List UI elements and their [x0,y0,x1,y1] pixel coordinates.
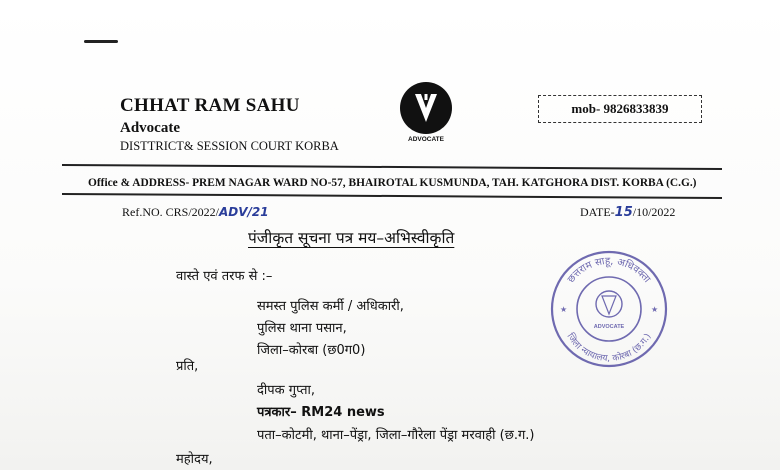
advocate-emblem-icon [400,82,452,134]
salutation: महोदय, [176,452,213,467]
date-rest: /10/2022 [632,205,676,219]
logo-caption: ADVOCATE [408,136,444,143]
letter-heading: पंजीकृत सूचना पत्र मय–अभिस्वीकृति [248,229,455,247]
advocate-logo [398,82,454,144]
from-label: वास्ते एवं तरफ से :– [176,269,273,284]
mobile-number: mob- 9826833839 [538,95,702,123]
from-line-2: पुलिस थाना पसान, [257,321,347,336]
letter-date [580,205,675,220]
office-address: Office & ADDRESS- PREM NAGAR WARD NO-57, BHAIROTAL KUSMUNDA, TAH. KATGHORA DIST. KORBA (C.G.) [88,177,697,189]
reference-prefix: Ref.NO. CRS/2022/ [122,205,220,219]
date-prefix: DATE- [580,205,615,219]
recipient-name: दीपक गुप्ता, [257,383,316,398]
from-line-3: जिला–कोरबा (छ0ग0) [257,343,366,358]
advocate-seal [548,248,670,370]
header-divider-bottom [62,193,722,199]
svg-text:ADVOCATE: ADVOCATE [593,324,625,330]
from-line-1: समस्त पुलिस कर्मी / अधिकारी, [257,299,404,314]
date-handwritten-day: 15 [614,205,633,220]
reference-number [122,205,269,220]
svg-text:★: ★ [560,305,568,314]
header-divider-top [62,164,722,170]
to-label: प्रति, [176,359,199,374]
recipient-role: पत्रकार– RM24 news [257,405,385,420]
advocate-court: DISTTRICT& SESSION COURT KORBA [120,139,339,153]
svg-text:जिला न्यायालय, कोरबा (छ.ग.): जिला न्यायालय, कोरबा (छ.ग.) [564,331,654,365]
recipient-address: पता–कोटमी, थाना–पेंड्रा, जिला–गौरेला पेंड्रा मरवाही (छ.ग.) [257,428,535,443]
advocate-name: CHHAT RAM SAHU [120,95,300,116]
svg-text:★: ★ [651,305,659,314]
advocate-title: Advocate [120,120,180,136]
svg-text:छत्तराम साहू, अधिवक्ता: छत्तराम साहू, अधिवक्ता [565,255,653,286]
pen-mark [84,40,118,43]
reference-handwritten: ADV/21 [219,205,269,219]
